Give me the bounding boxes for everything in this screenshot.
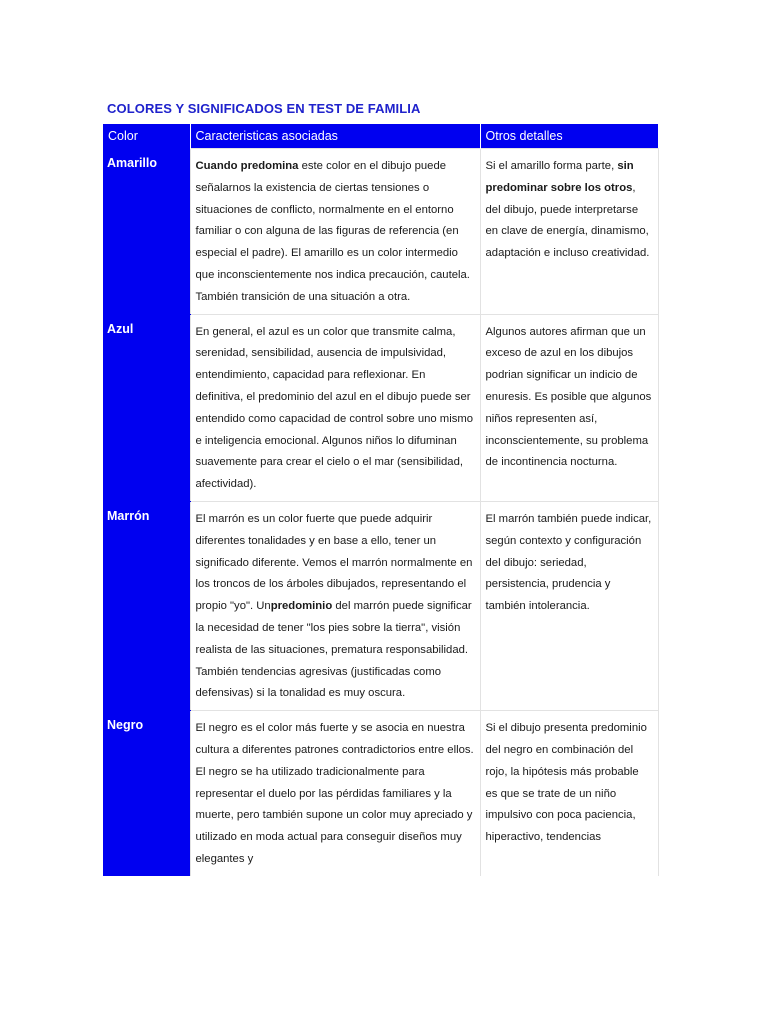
other-details-cell	[480, 501, 658, 710]
characteristics-cell	[190, 314, 480, 501]
other-details-cell	[480, 314, 658, 501]
text-run: Si el amarillo forma parte,	[485, 160, 618, 172]
bold-text: sin predominar sobre los otros	[485, 160, 634, 194]
text-run: El negro es el color más fuerte y se asocia en nuestra cultura a diferentes patrones contradictorios entre ellos. El negro se ha utilizado tradicionalmente para representar el duelo por las pérdidas familiares y la muerte, pero también supone un color muy apreciado y utilizado en moda actual para conseguir diseños muy elegantes y	[195, 722, 474, 865]
color-name-cell: Amarillo	[103, 149, 190, 315]
bold-text: Cuando predomina	[195, 160, 299, 172]
characteristics-cell	[190, 501, 480, 710]
text-run: El marrón es un color fuerte que puede adquirir diferentes tonalidades y en base a ello, tener un significado diferente. Vemos el marrón normalmente en los troncos de los árboles dibujados, representando el propio "yo". Un	[195, 512, 473, 613]
header-characteristics: Caracteristicas asociadas	[190, 124, 480, 149]
header-color: Color	[103, 124, 190, 149]
text-run: En general, el azul es un color que transmite calma, serenidad, sensibilidad, ausencia de impulsividad, entendimiento, capacidad para reflexionar. En definitiva, el predominio del azul en el dibujo puede ser entendido como capacidad de control sobre uno mismo e inteligencia emocional. Algunos niños lo difuminan suavemente para crear el cielo o el mar (sensibilidad, afectividad).	[195, 325, 474, 491]
text-run: , del dibujo, puede interpretarse en clave de energía, dinamismo, adaptación e incluso creatividad.	[485, 181, 650, 260]
color-name-cell: Negro	[103, 711, 190, 876]
color-name-cell: Marrón	[103, 501, 190, 710]
text-run: del marrón puede significar la necesidad de tener "los pies sobre la tierra", visión realista de las situaciones, prematura responsabilidad. También tendencias agresivas (justificadas como defensivas) si la tonalidad es muy oscura.	[195, 600, 472, 700]
table-row-amarillo	[103, 149, 658, 315]
table-row-marron	[103, 501, 658, 710]
table-header-row	[103, 124, 658, 149]
table-row-negro	[103, 711, 658, 876]
text-run: este color en el dibujo puede señalarnos la existencia de ciertas tensiones o situaciones de conflicto, normalmente en el entorno familiar o con alguna de las figuras de referencia (en especial el padre). El amarillo es un color intermedio que inconscientemente nos indica precaución, cautela. También transición de una situación a otra.	[195, 160, 470, 303]
bold-text: predominio	[270, 600, 333, 613]
other-details-cell	[480, 149, 658, 315]
colors-table	[103, 124, 659, 876]
characteristics-cell	[190, 149, 480, 315]
document-title: COLORES Y SIGNIFICADOS EN TEST DE FAMILIA	[107, 101, 421, 116]
characteristics-cell	[190, 711, 480, 876]
text-run: Si el dibujo presenta predominio del negro en combinación del rojo, la hipótesis más probable es que se trate de un niño impulsivo con poca paciencia, hiperactivo, tendencias	[485, 722, 647, 844]
text-run: El marrón también puede indicar, según contexto y configuración del dibujo: seriedad, persistencia, prudencia y también intolerancia.	[485, 512, 652, 613]
other-details-cell	[480, 711, 658, 876]
table-row-azul	[103, 314, 658, 501]
color-name-cell: Azul	[103, 314, 190, 501]
text-run: Algunos autores afirman que un exceso de azul en los dibujos podrian significar un indicio de enuresis. Es posible que algunos niños representen así, inconscientemente, su problema de incontinencia nocturna.	[485, 325, 652, 469]
header-other-details: Otros detalles	[480, 124, 658, 149]
